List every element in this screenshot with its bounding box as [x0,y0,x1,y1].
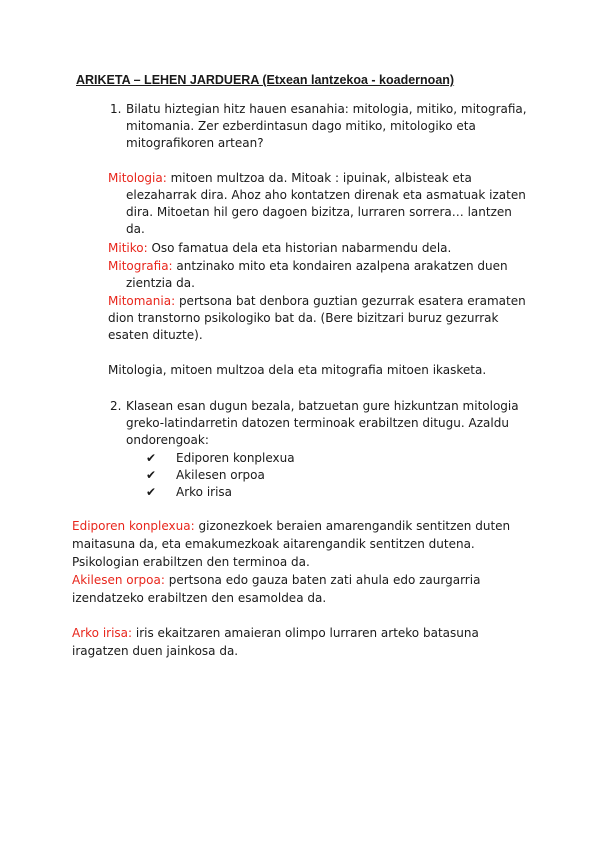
term-mitografia: Mitografia: [108,259,173,273]
term-arko: Arko irisa: [72,626,133,640]
definition-line: Psikologian erabiltzen den terminoa da. [72,555,310,569]
question-1-line: mitografikoren artean? [126,136,264,150]
summary-text: Mitologia, mitoen multzoa dela eta mitografia mitoen ikasketa. [108,363,487,377]
checkmark-icon: ✔ [146,468,157,482]
question-1-line: Bilatu hiztegian hitz hauen esanahia: mitologia, mitiko, mitografia, [126,102,527,116]
definition-mitografia: Mitografia: antzinako mito eta kondairen azalpena arakatzen duen [108,259,508,273]
definition-line: izendatzeko erabiltzen den esamoldea da. [72,591,327,605]
definition-line: esaten dituzte). [108,328,203,342]
term-akiles: Akilesen orpoa: [72,573,165,587]
definition-line: zientzia da. [126,276,195,290]
term-edipo: Ediporen konplexua: [72,519,195,533]
question-2-line: Klasean esan dugun bezala, batzuetan gure hizkuntzan mitologia [126,399,519,413]
term-mitologia: Mitologia: [108,171,167,185]
question-2-line: greko-latindarretin datozen terminoak erabiltzen ditugu. Azaldu [126,416,509,430]
definition-line: maitasuna da, eta emakumezkoak aitarengandik sentitzen dutena. [72,537,475,551]
list-item: Arko irisa [176,485,233,499]
definition-mitomania: Mitomania: pertsona bat denbora guztian gezurrak esatera eramaten [108,294,526,308]
definition-line: dion transtorno psikologiko bat da. (Bere bizitzari buruz gezurrak [108,311,499,325]
list-item: Akilesen orpoa [176,468,265,482]
definition-line: iragatzen duen jainkosa da. [72,644,239,658]
definition-line: elezaharrak dira. Ahoz aho kontatzen direnak eta asmatuak izaten [126,188,526,202]
term-mitiko: Mitiko: [108,241,148,255]
list-item: Ediporen konplexua [176,451,295,465]
definition-mitologia: Mitologia: mitoen multzoa da. Mitoak : ipuinak, albisteak eta [108,171,472,185]
definition-akiles: Akilesen orpoa: pertsona edo gauza baten zati ahula edo zaurgarria [72,573,481,587]
definition-line: dira. Mitoetan hil gero dagoen bizitza, lurraren sorrera… lantzen [126,205,512,219]
definition-mitiko: Mitiko: Oso famatua dela eta historian nabarmendu dela. [108,241,452,255]
question-1-line: mitomania. Zer ezberdintasun dago mitiko, mitologiko eta [126,119,476,133]
term-mitomania: Mitomania: [108,294,176,308]
question-2-number: 2. [110,399,122,413]
page-title: ARIKETA – LEHEN JARDUERA (Etxean lantzekoa - koadernoan) [76,73,455,87]
checkmark-icon: ✔ [146,485,157,499]
question-1-number: 1. [110,102,122,116]
checkmark-icon: ✔ [146,451,157,465]
definition-edipo: Ediporen konplexua: gizonezkoek beraien amarengandik sentitzen duten [72,519,511,533]
definition-line: da. [126,222,145,236]
definition-arko: Arko irisa: iris ekaitzaren amaieran olimpo lurraren arteko batasuna [72,626,479,640]
question-2-line: ondorengoak: [126,433,209,447]
